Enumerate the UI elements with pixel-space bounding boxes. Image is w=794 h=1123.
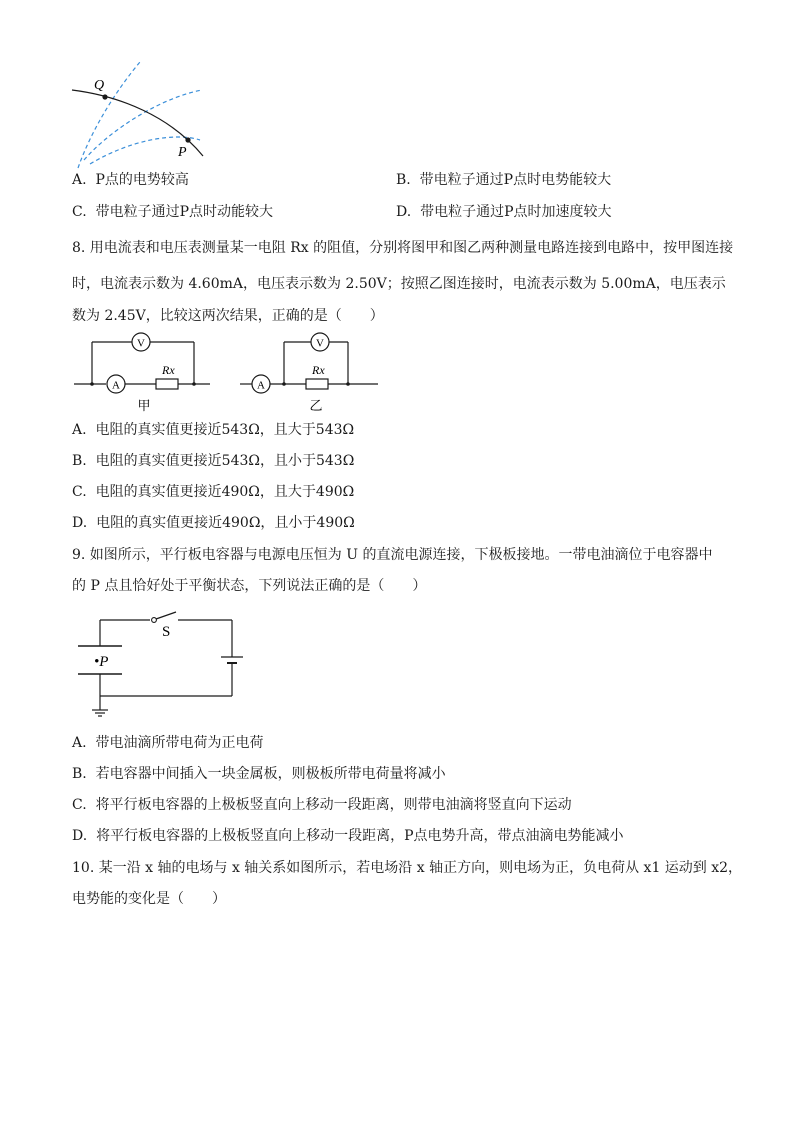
oil-drop-label: •P <box>94 654 109 670</box>
switch-blade <box>156 612 176 619</box>
q8-option-c[interactable] <box>72 482 354 502</box>
option-letter: A. <box>72 172 87 188</box>
svg-text:V: V <box>137 337 145 350</box>
q8-option-d[interactable] <box>72 513 355 533</box>
q8-option-a[interactable] <box>72 420 354 440</box>
q8-option-b[interactable] <box>72 451 354 471</box>
q7-option-a[interactable] <box>72 170 189 190</box>
q9-option-c[interactable] <box>72 795 572 815</box>
option-text: P点的电势较高 <box>95 172 189 188</box>
option-text: 电阻的真实值更接近490Ω，且大于490Ω <box>95 484 355 500</box>
capacitor-circuit-figure <box>70 606 250 722</box>
field-line-1 <box>78 62 140 168</box>
q8-stem-line-2: 时，电流表示数为 4.60mA，电压表示数为 2.50V；按照乙图连接时，电流表示数为 5.00mA，电压表示 <box>72 276 726 292</box>
resistor-label-yi: Rx <box>312 363 325 377</box>
option-letter: C. <box>72 204 87 220</box>
q9-option-b[interactable] <box>72 764 446 784</box>
option-letter: C. <box>72 484 87 500</box>
q7-option-d[interactable] <box>396 202 612 222</box>
option-text: 电阻的真实值更接近490Ω，且小于490Ω <box>96 515 355 531</box>
field-line-figure <box>60 60 220 170</box>
circuit-jia <box>74 333 210 413</box>
option-letter: A. <box>72 735 87 751</box>
label-jia: 甲 <box>137 398 151 413</box>
q7-option-b[interactable] <box>396 170 611 190</box>
q9-stem-line-1: 9. 如图所示，平行板电容器与电源电压恒为 U 的直流电源连接，下极板接地。一带电油滴位于电容器中 <box>72 547 713 563</box>
circuit-figures-jia-yi <box>70 330 390 416</box>
svg-text:V: V <box>316 337 324 350</box>
q9-stem-line-2: 的 P 点且恰好处于平衡状态，下列说法正确的是（ ） <box>72 578 427 594</box>
option-letter: B. <box>72 453 87 469</box>
option-text: 带电粒子通过P点时加速度较大 <box>420 204 612 220</box>
label-yi: 乙 <box>309 398 323 413</box>
point-q <box>102 94 107 99</box>
label-p: P <box>178 145 187 160</box>
q7-option-c[interactable] <box>72 202 273 222</box>
option-letter: A. <box>72 422 87 438</box>
option-text: 带电粒子通过P点时动能较大 <box>95 204 273 220</box>
option-text: 将平行板电容器的上极板竖直向上移动一段距离，则带电油滴将竖直向下运动 <box>95 797 572 813</box>
option-text: 电阻的真实值更接近543Ω，且大于543Ω <box>95 422 355 438</box>
option-text: 电阻的真实值更接近543Ω，且小于543Ω <box>95 453 355 469</box>
resistor-jia <box>156 379 178 389</box>
q10-stem-line-2: 电势能的变化是（ ） <box>72 891 226 907</box>
switch-label: S <box>162 624 171 640</box>
q8-stem-line-3: 数为 2.45V，比较这两次结果，正确的是（ ） <box>72 308 384 324</box>
option-text: 带电油滴所带电荷为正电荷 <box>95 735 264 751</box>
option-text: 带电粒子通过P点时电势能较大 <box>419 172 612 188</box>
resistor-label-jia: Rx <box>162 363 175 377</box>
ground-icon <box>92 710 108 716</box>
option-text: 若电容器中间插入一块金属板，则极板所带电荷量将减小 <box>95 766 446 782</box>
q9-option-a[interactable] <box>72 733 263 753</box>
option-letter: C. <box>72 797 87 813</box>
point-p <box>185 137 190 142</box>
switch-pivot <box>152 618 157 623</box>
circuit-yi <box>240 333 378 413</box>
q10-stem-line-1: 10. 某一沿 x 轴的电场与 x 轴关系如图所示，若电场沿 x 轴正方向，则电场为正，负电荷从 x1 运动到 x2， <box>72 860 743 876</box>
svg-text:A: A <box>257 379 265 392</box>
q9-option-d[interactable] <box>72 826 624 846</box>
option-letter: B. <box>396 172 411 188</box>
label-q: Q <box>94 78 105 93</box>
q8-stem-line-1: 8. 用电流表和电压表测量某一电阻 Rx 的阻值，分别将图甲和图乙两种测量电路连接到电路中，按甲图连接 <box>72 240 734 256</box>
option-text: 将平行板电容器的上极板竖直向上移动一段距离，P点电势升高，带点油滴电势能减小 <box>96 828 624 844</box>
option-letter: D. <box>396 204 412 220</box>
svg-text:A: A <box>112 379 120 392</box>
option-letter: B. <box>72 766 87 782</box>
resistor-yi <box>306 379 328 389</box>
option-letter: D. <box>72 515 88 531</box>
option-letter: D. <box>72 828 88 844</box>
